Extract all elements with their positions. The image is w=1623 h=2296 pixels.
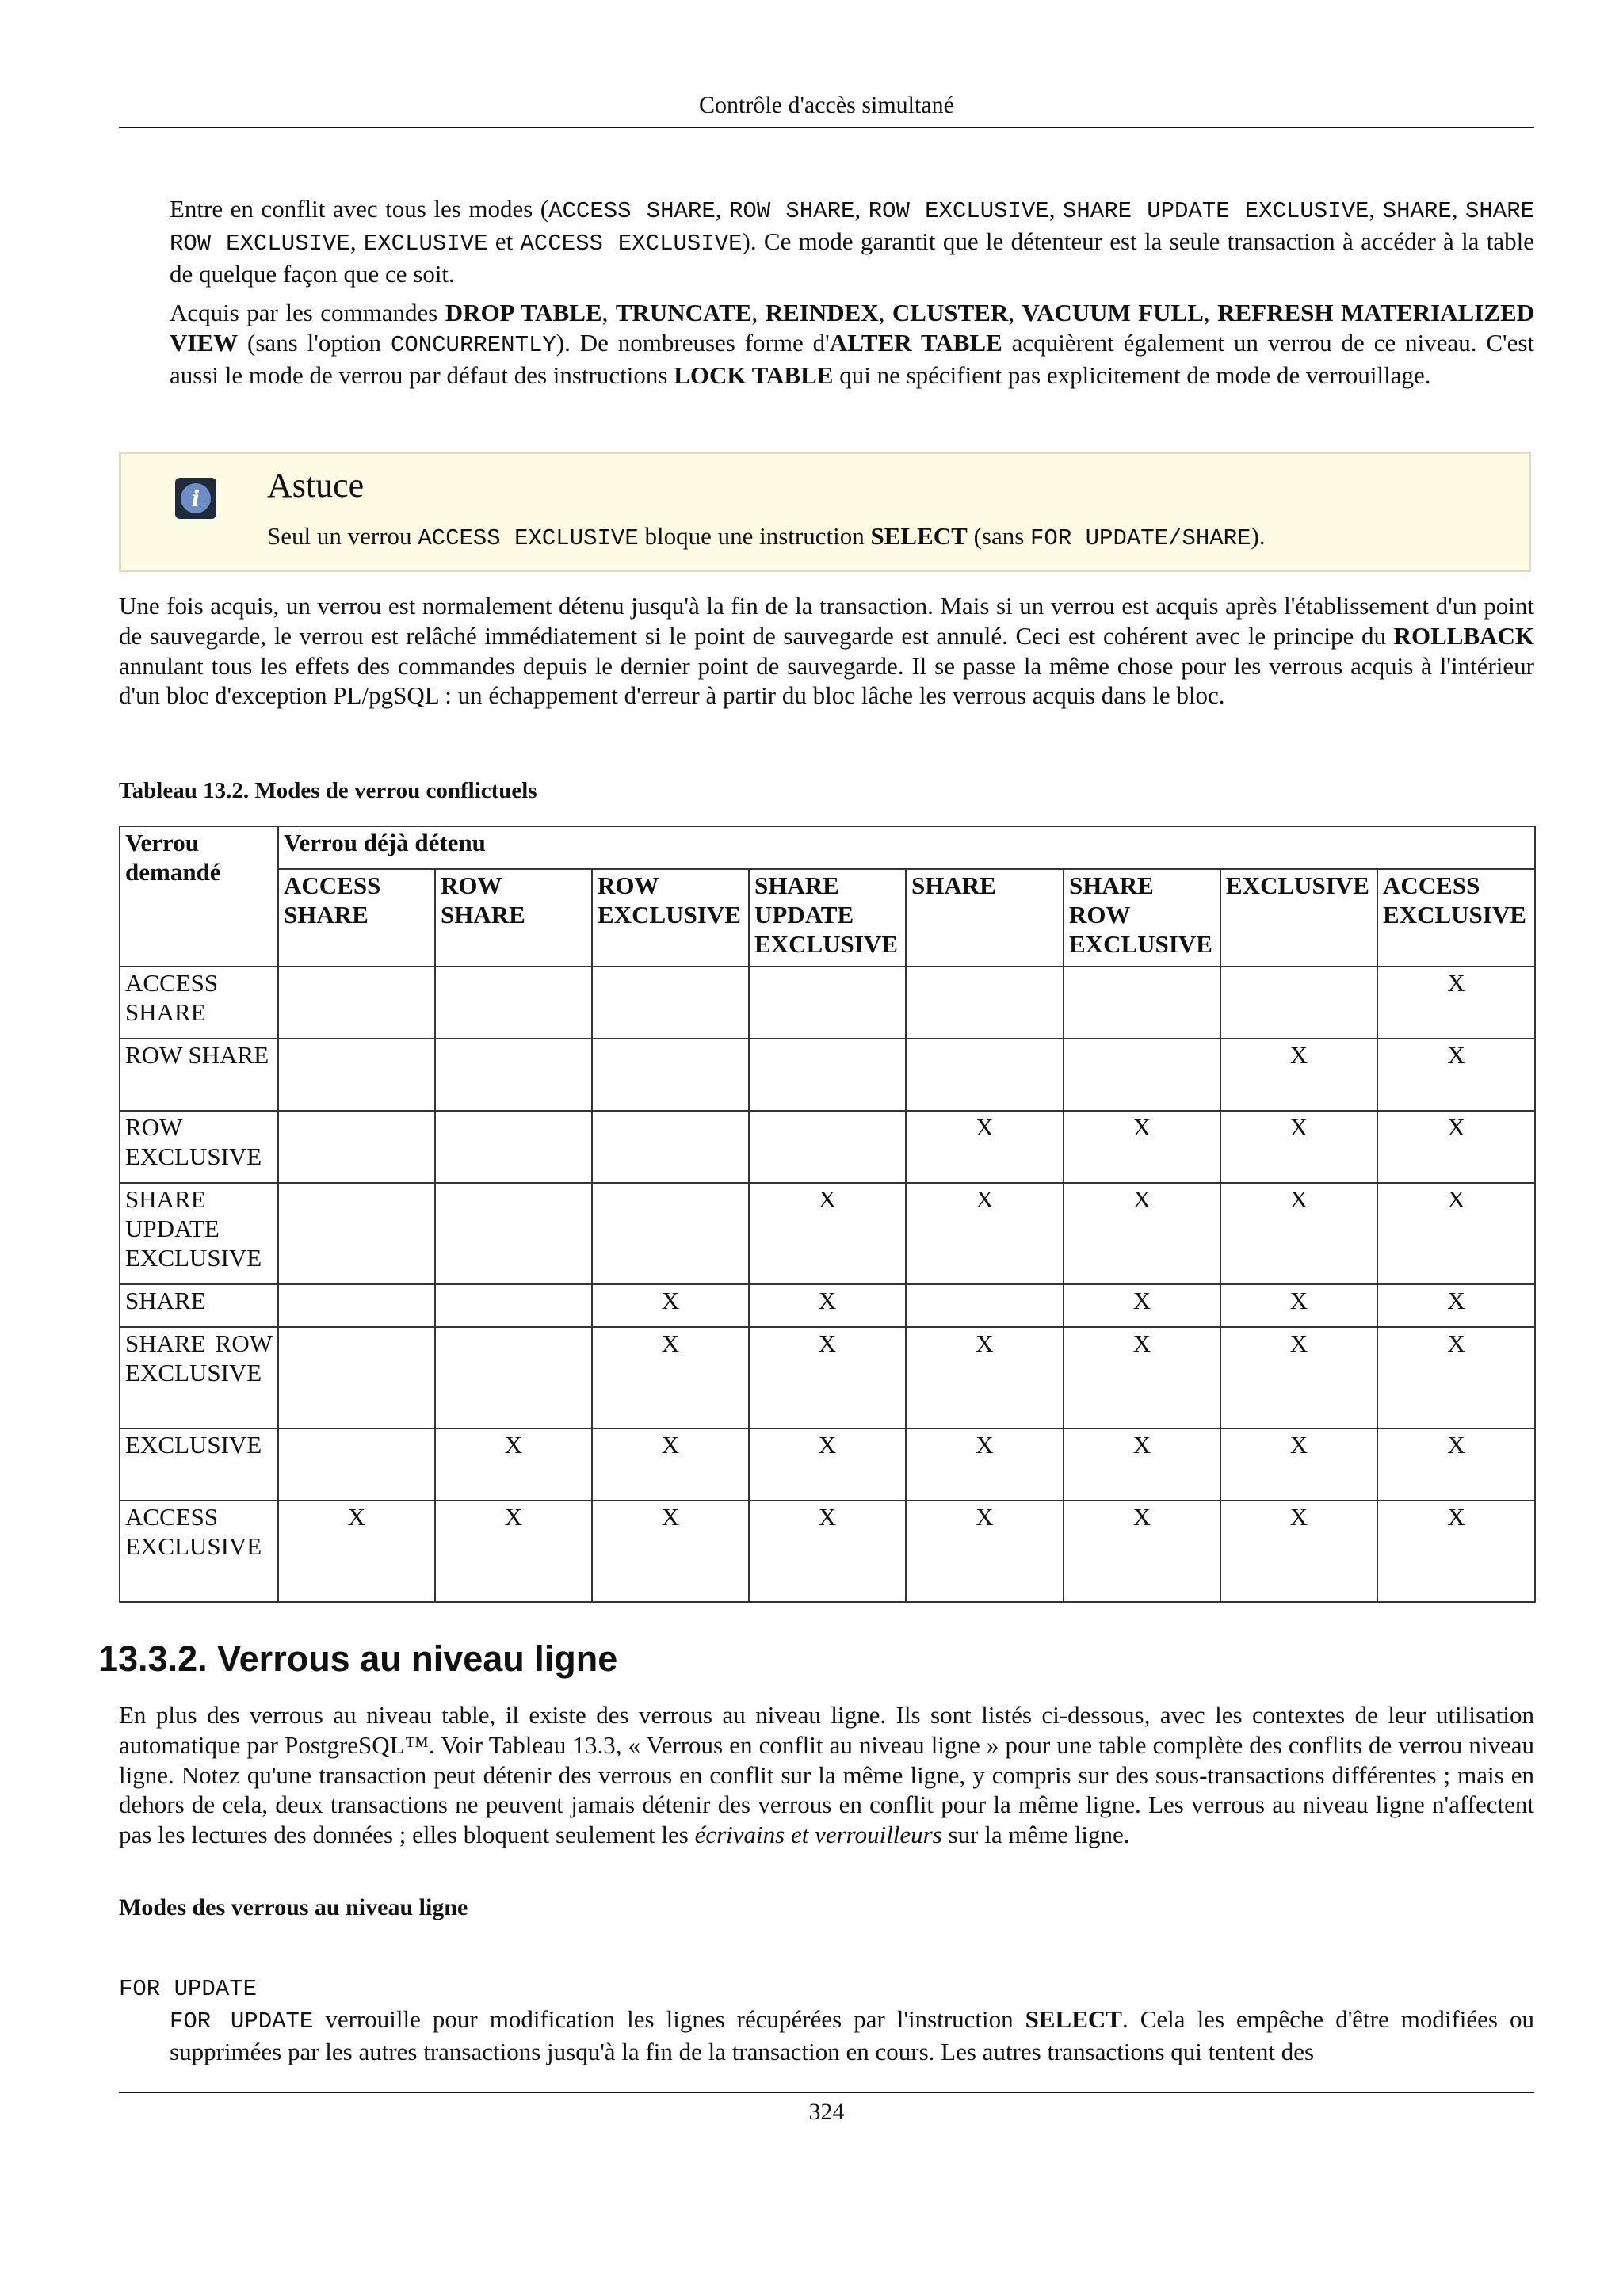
conflict-cell: X [1220,1183,1377,1284]
corner-header: Verrou demandé [120,826,278,967]
conflict-cell [278,967,435,1039]
conflict-cell: X [1377,1284,1535,1327]
conflict-cell: X [749,1327,906,1428]
conflict-cell [906,1039,1064,1111]
row-header: ROW SHARE [120,1039,278,1111]
subheading: Modes des verrous au niveau ligne [119,1894,468,1920]
conflict-cell: X [1377,1039,1535,1111]
conflict-cell: X [1220,1428,1377,1501]
tip-title: Astuce [267,466,365,505]
conflict-cell [1064,967,1220,1039]
table-row [120,967,1535,1039]
intro-paragraph-2: Acquis par les commandes DROP TABLE, TRUNCATE, REINDEX, CLUSTER, VACUUM FULL, REFRESH MATERIALIZED VIEW (sans l'option CONCURRENTLY). De nombreuses forme d'ALTER TABLE acquièrent également un verrou de ce niveau. C'est aussi le mode de verrou par défaut des instructions LOCK TABLE qui ne spécifient pas explicitement de mode de verrouillage. [170,299,1535,389]
conflict-cell: X [1064,1501,1220,1602]
lock-conflict-table [119,826,1536,1603]
conflict-cell: X [1220,1501,1377,1602]
info-icon: i [175,478,216,519]
table-row [120,1284,1535,1327]
conflict-cell: X [906,1501,1064,1602]
conflict-cell [749,1111,906,1183]
column-header: SHARE [906,869,1064,967]
conflict-cell: X [1064,1327,1220,1428]
conflict-cell [278,1039,435,1111]
conflict-cell: X [1220,1327,1377,1428]
conflict-cell: X [749,1183,906,1284]
row-header: ACCESS EXCLUSIVE [120,1501,278,1602]
conflict-cell: X [1377,1327,1535,1428]
row-header: EXCLUSIVE [120,1428,278,1501]
column-header: ACCESS EXCLUSIVE [1377,869,1535,967]
conflict-cell [435,1284,592,1327]
conflict-cell [435,1039,592,1111]
release-paragraph: Une fois acquis, un verrou est normalement détenu jusqu'à la fin de la transaction. Mais si un verrou est acquis après l'établissement d'un point de sauvegarde, le verrou est relâché immédiatement si le point de sauvegarde est annulé. Ceci est cohérent avec le principe du ROLLBACK annulant tous les effets des commandes depuis le dernier point de sauvegarde. Il se passe la même chose pour les verrous acquis à l'intérieur d'un bloc d'exception PL/pgSQL : un échappement d'erreur à partir du bloc lâche les verrous acquis dans le bloc. [119,592,1535,710]
conflict-cell: X [1220,1111,1377,1183]
conflict-cell [1064,1039,1220,1111]
conflict-cell: X [1220,1284,1377,1327]
conflict-cell [278,1327,435,1428]
tip-text: Seul un verrou ACCESS EXCLUSIVE bloque une instruction SELECT (sans FOR UPDATE/SHARE). [267,522,1266,551]
conflict-cell [592,1183,749,1284]
section-paragraph: En plus des verrous au niveau table, il existe des verrous au niveau ligne. Ils sont listés ci-dessous, avec les contextes de leur utilisation automatique par PostgreSQL™. Voir Tableau 13.3, « Verrous en conflit au niveau ligne » pour une table complète des conflits de verrou niveau ligne. Notez qu'une transaction peut détenir des verrous en conflit sur la même ligne, y compris sur des sous-transactions différentes ; mais en dehors de cela, deux transactions ne peuvent jamais détenir des verrous en conflit pour la même ligne. Les verrous au niveau ligne n'affectent pas les lectures des données ; elles bloquent seulement les écrivains et verrouilleurs sur la même ligne. [119,1701,1534,1849]
conflict-cell [435,1327,592,1428]
conflict-cell: X [1377,1111,1535,1183]
table-row [120,1183,1535,1284]
intro-paragraph-1: Entre en conflit avec tous les modes (ACCESS SHARE, ROW SHARE, ROW EXCLUSIVE, SHARE UPDATE EXCLUSIVE, SHARE, SHARE ROW EXCLUSIVE, EXCLUSIVE et ACCESS EXCLUSIVE). Ce mode garantit que le détenteur est la seule transaction à accéder à la table de quelque façon que ce soit. [170,195,1535,288]
conflict-cell [435,1183,592,1284]
group-header: Verrou déjà détenu [278,826,1535,869]
section-heading: 13.3.2. Verrous au niveau ligne [98,1638,618,1679]
row-header: ROW EXCLUSIVE [120,1111,278,1183]
running-header: Contrôle d'accès simultané [699,92,954,118]
conflict-cell: X [906,1183,1064,1284]
conflict-cell [906,1284,1064,1327]
conflict-cell: X [1377,1501,1535,1602]
conflict-cell: X [278,1501,435,1602]
conflict-cell: X [1377,1428,1535,1501]
conflict-cell [592,1111,749,1183]
conflict-cell [278,1111,435,1183]
page-number: 324 [808,2099,845,2125]
footer-rule [119,2092,1534,2093]
conflict-cell [435,1111,592,1183]
conflict-cell [278,1183,435,1284]
table-row [120,1428,1535,1501]
header-rule [119,127,1534,128]
conflict-cell: X [906,1428,1064,1501]
conflict-cell: X [592,1327,749,1428]
column-header: ACCESS SHARE [278,869,435,967]
conflict-cell: X [1220,1039,1377,1111]
column-header: ROW EXCLUSIVE [592,869,749,967]
term-for-update: FOR UPDATE [119,1976,258,2002]
conflict-cell [749,1039,906,1111]
conflict-cell [278,1284,435,1327]
conflict-cell: X [1377,967,1535,1039]
row-header: SHARE ROW EXCLUSIVE [120,1327,278,1428]
column-header-row [120,869,1535,967]
column-header: EXCLUSIVE [1220,869,1377,967]
conflict-cell: X [1064,1428,1220,1501]
column-header: ROW SHARE [435,869,592,967]
conflict-cell [592,1039,749,1111]
conflict-cell [906,967,1064,1039]
conflict-cell [278,1428,435,1501]
conflict-cell: X [592,1501,749,1602]
conflict-cell: X [906,1327,1064,1428]
column-header: SHARE UPDATE EXCLUSIVE [749,869,906,967]
table-header-row [120,826,1535,869]
conflict-cell [592,967,749,1039]
conflict-cell: X [1064,1183,1220,1284]
conflict-cell: X [435,1428,592,1501]
row-header: ACCESS SHARE [120,967,278,1039]
conflict-cell: X [592,1428,749,1501]
conflict-cell [749,967,906,1039]
conflict-cell: X [1064,1284,1220,1327]
conflict-cell: X [592,1284,749,1327]
column-header: SHARE ROW EXCLUSIVE [1064,869,1220,967]
table-caption: Tableau 13.2. Modes de verrou conflictuels [119,778,537,803]
conflict-cell: X [749,1501,906,1602]
conflict-cell: X [435,1501,592,1602]
conflict-cell [1220,967,1377,1039]
conflict-cell: X [906,1111,1064,1183]
table-row [120,1039,1535,1111]
conflict-cell: X [1377,1183,1535,1284]
conflict-cell: X [749,1284,906,1327]
conflict-cell [435,967,592,1039]
table-row [120,1111,1535,1183]
table-row [120,1501,1535,1602]
table-row [120,1327,1535,1428]
row-header: SHARE UPDATE EXCLUSIVE [120,1183,278,1284]
tip-box [119,452,1531,572]
conflict-cell: X [749,1428,906,1501]
conflict-cell: X [1064,1111,1220,1183]
row-header: SHARE [120,1284,278,1327]
term-definition: FOR UPDATE verrouille pour modification les lignes récupérées par l'instruction SELECT. Cela les empêche d'être modifiées ou supprimées par les autres transactions jusqu'à la fin de la transaction en cours. Les autres transactions qui tentent des [170,2005,1535,2065]
